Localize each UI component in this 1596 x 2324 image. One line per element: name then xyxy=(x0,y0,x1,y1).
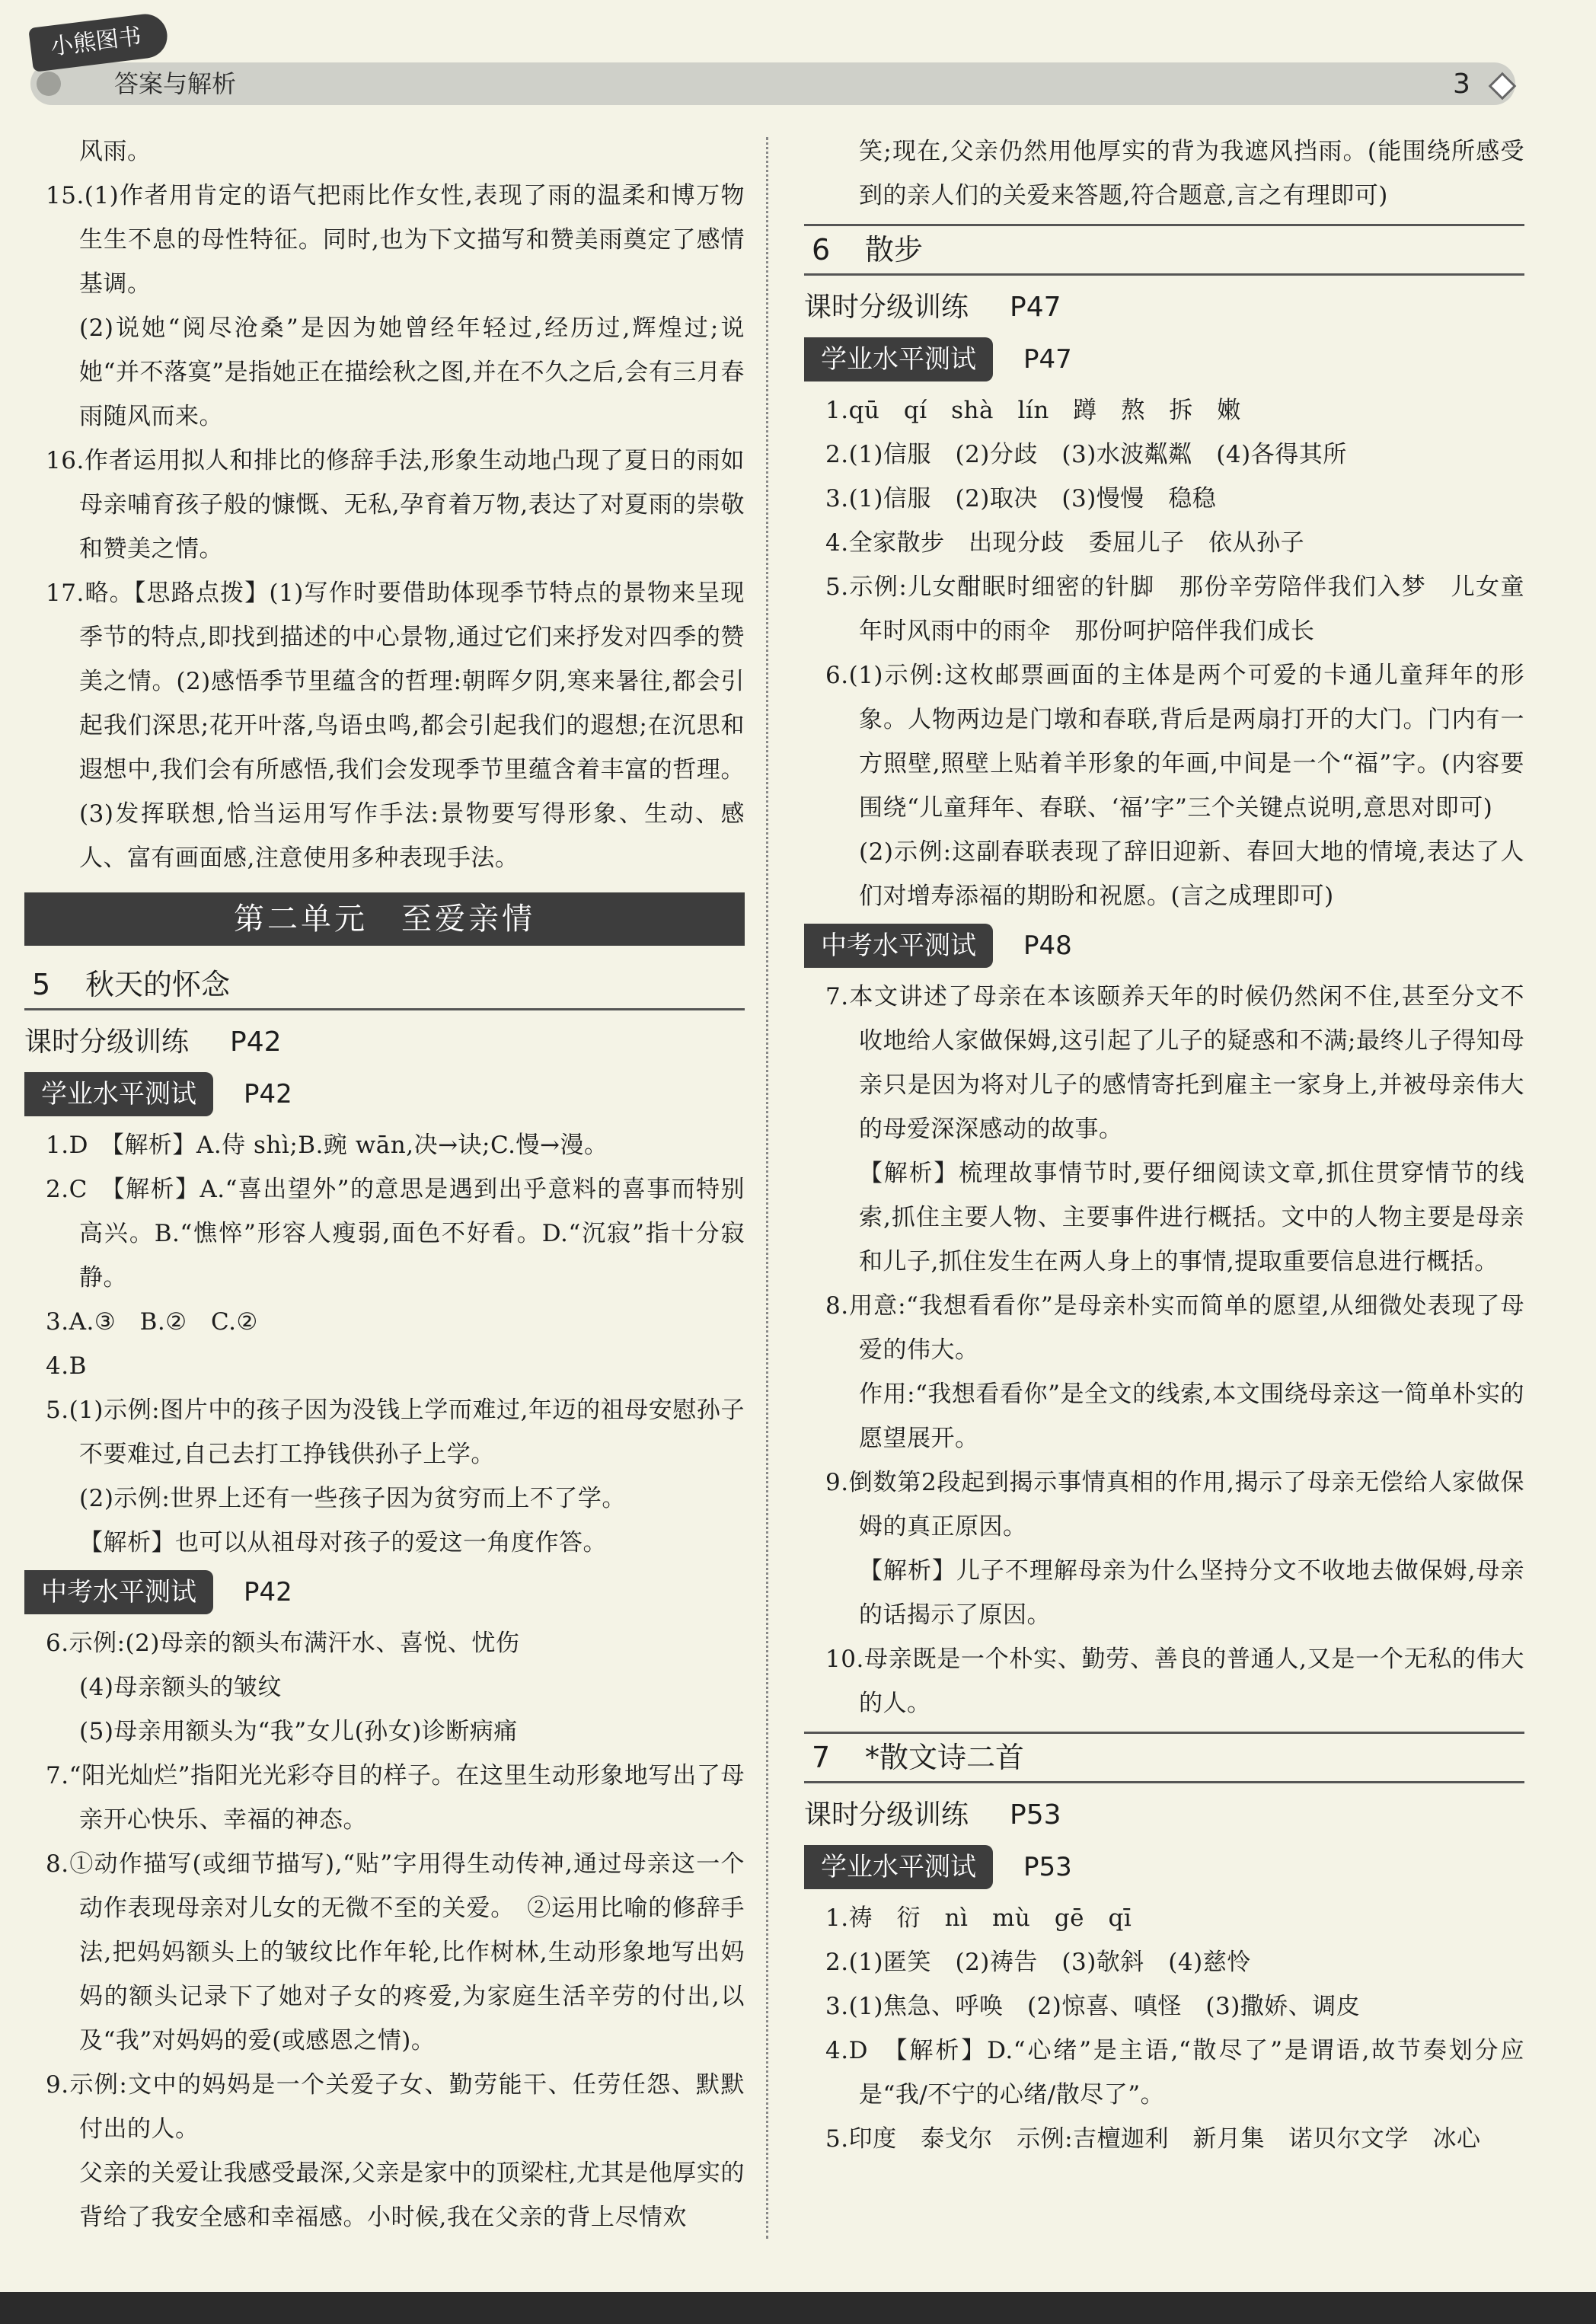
answer-analysis: 【解析】也可以从祖母对孩子的爱这一角度作答。 xyxy=(79,1529,607,1556)
answer-item: 父亲的关爱让我感受最深,父亲是家中的顶梁柱,尤其是他厚实的背给了我安全感和幸福感。小时候,我在父亲的背上尽情欢 xyxy=(79,2160,745,2231)
test-heading xyxy=(24,1070,745,1119)
test-page: P42 xyxy=(244,1577,292,1607)
answer-item: 1.D 【解析】A.侍 shì;B.豌 wān,决→诀;C.慢→漫。 xyxy=(46,1132,608,1159)
training-page: P42 xyxy=(230,1026,282,1058)
training-heading xyxy=(24,1018,745,1067)
page-header xyxy=(0,0,1596,122)
answer-16: 16.作者运用拟人和排比的修辞手法,形象生动地凸现了夏日的雨如母亲哺育孩子般的慷慨、无私,孕育着万物,表达了对夏雨的崇敬和赞美之情。 xyxy=(46,447,745,563)
header-dot-icon xyxy=(37,72,61,96)
answer-item: 5.印度 泰戈尔 示例:吉檀迦利 新月集 诺贝尔文学 冰心 xyxy=(825,2125,1481,2153)
test-page: P42 xyxy=(244,1079,292,1109)
answer-item: 8.用意:“我想看看你”是母亲朴实而简单的愿望,从细微处表现了母爱的伟大。 xyxy=(825,1292,1524,1364)
brand-logo: 小熊图书 xyxy=(28,11,170,72)
training-label: 课时分级训练 xyxy=(24,1026,190,1058)
lesson-name: *散文诗二首 xyxy=(865,1741,1025,1774)
test-tag: 中考水平测试 xyxy=(24,1570,213,1614)
answer-item: 4.全家散步 出现分歧 委屈儿子 依从孙子 xyxy=(825,529,1305,557)
answer-item: 10.母亲既是一个朴实、勤劳、善良的普通人,又是一个无私的伟大的人。 xyxy=(825,1646,1524,1717)
answer-item: 8.①动作描写(或细节描写),“贴”字用得生动传神,通过母亲这一个动作表现母亲对儿女的无微不至的关爱。 ②运用比喻的修辞手法,把妈妈额头上的皱纹比作年轮,比作树林,生动形象地写出妈妈的额头记录下了她对子女的疼爱,为家庭生活辛劳的付出,以及“我”对妈妈的爱(或感恩之情)。 xyxy=(46,1850,745,2054)
test-tag: 学业水平测试 xyxy=(804,1845,993,1889)
lesson-name: 秋天的怀念 xyxy=(85,968,231,1001)
answer-analysis: 【解析】儿子不理解母亲为什么坚持分文不收地去做保姆,母亲的话揭示了原因。 xyxy=(859,1557,1524,1629)
training-label: 课时分级训练 xyxy=(804,1799,969,1831)
test-heading xyxy=(804,335,1524,384)
test-page: P47 xyxy=(1023,344,1072,375)
test-page: P53 xyxy=(1023,1852,1072,1882)
header-bar xyxy=(30,62,1515,105)
answer-item: 1.qū qí shà lín 蹲 熬 拆 嫩 xyxy=(825,397,1241,424)
test-heading xyxy=(24,1568,745,1617)
page-number: 3 xyxy=(1453,69,1470,100)
answer-item: 9.示例:文中的妈妈是一个关爱子女、勤劳能干、任劳任怨、默默付出的人。 xyxy=(46,2071,745,2143)
answer-item: 3.(1)信服 (2)取决 (3)慢慢 稳稳 xyxy=(825,485,1217,512)
answer-item: 6.(1)示例:这枚邮票画面的主体是两个可爱的卡通儿童拜年的形象。人物两边是门墩和春联,背后是两扇打开的大门。门内有一方照壁,照壁上贴着羊形象的年画,中间是一个“福”字。(内容要围绕“儿童拜年、春联、‘福’字”三个关键点说明,意思对即可) xyxy=(825,662,1524,822)
lesson-name: 散步 xyxy=(865,233,924,267)
test-heading xyxy=(804,1843,1524,1891)
answer-item: 2.C 【解析】A.“喜出望外”的意思是遇到出乎意料的喜事而特别高兴。B.“憔悴”形容人瘦弱,面色不好看。D.“沉寂”指十分寂静。 xyxy=(46,1176,745,1291)
test-page: P48 xyxy=(1023,931,1072,961)
answer-item: 2.(1)匿笑 (2)祷告 (3)欹斜 (4)慈怜 xyxy=(825,1949,1251,1976)
answer-item: 作用:“我想看看你”是全文的线索,本文围绕母亲这一简单朴实的愿望展开。 xyxy=(859,1381,1524,1452)
test-heading xyxy=(804,921,1524,970)
answer-item: 7.“阳光灿烂”指阳光光彩夺目的样子。在这里生动形象地写出了母亲开心快乐、幸福的神态。 xyxy=(46,1762,745,1834)
answer-line: 笑;现在,父亲仍然用他厚实的背为我遮风挡雨。(能围绕所感受到的亲人们的关爱来答题,符合题意,言之有理即可) xyxy=(859,138,1524,209)
answer-17: 17.略。【思路点拨】(1)写作时要借助体现季节特点的景物来呈现季节的特点,即找到描述的中心景物,通过它们来抒发对四季的赞美之情。(2)感悟季节里蕴含的哲理:朝晖夕阴,寒来暑往,都会引起我们深思;花开叶落,鸟语虫鸣,都会引起我们的遐想;在沉思和遐想中,我们会有所感悟,我们会发现季节里蕴含着丰富的哲理。(3)发挥联想,恰当运用写作手法:景物要写得形象、生动、感人、富有画面感,注意使用多种表现手法。 xyxy=(46,579,745,872)
answer-item: (2)示例:世界上还有一些孩子因为贫穷而上不了学。 xyxy=(79,1485,626,1512)
answer-15-1: 15.(1)作者用肯定的语气把雨比作女性,表现了雨的温柔和博万物生生不息的母性特征。同时,也为下文描写和赞美雨奠定了感情基调。 xyxy=(46,182,745,298)
training-label: 课时分级训练 xyxy=(804,292,969,323)
answer-item: (5)母亲用额头为“我”女儿(孙女)诊断病痛 xyxy=(79,1718,518,1745)
answer-analysis: 【解析】梳理故事情节时,要仔细阅读文章,抓住贯穿情节的线索,抓住主要人物、主要事件进行概括。文中的人物主要是母亲和儿子,抓住发生在两人身上的事情,提取重要信息进行概括。 xyxy=(859,1160,1524,1275)
answer-item: 4.D 【解析】D.“心绪”是主语,“散尽了”是谓语,故节奏划分应是“我/不宁的心绪/散尽了”。 xyxy=(825,2037,1524,2109)
answer-line: 风雨。 xyxy=(79,138,152,165)
test-tag: 中考水平测试 xyxy=(804,924,993,968)
column-divider xyxy=(766,137,768,2239)
answer-item: (4)母亲额头的皱纹 xyxy=(79,1674,282,1701)
answer-item: 4.B xyxy=(46,1352,87,1380)
section-title: 答案与解析 xyxy=(114,69,237,98)
lesson-number: 5 xyxy=(32,968,51,1001)
unit-title-bar: 第二单元 至爱亲情 xyxy=(24,892,745,946)
answer-item: 3.A.③ B.② C.② xyxy=(46,1308,258,1336)
lesson-5-title xyxy=(24,961,745,1010)
test-tag: 学业水平测试 xyxy=(24,1072,213,1116)
answer-item: 2.(1)信服 (2)分歧 (3)水波粼粼 (4)各得其所 xyxy=(825,441,1347,468)
lesson-6-title xyxy=(804,224,1524,276)
answer-item: 5.(1)示例:图片中的孩子因为没钱上学而难过,年迈的祖母安慰孙子不要难过,自己去打工挣钱供孙子上学。 xyxy=(46,1397,745,1468)
answer-item: (2)示例:这副春联表现了辞旧迎新、春回大地的情境,表达了人们对增寿添福的期盼和祝愿。(言之成理即可) xyxy=(859,838,1524,910)
answer-item: 5.示例:儿女酣眠时细密的针脚 那份辛劳陪伴我们入梦 儿女童年时风雨中的雨伞 那份呵护陪伴我们成长 xyxy=(825,573,1524,645)
answer-15-2: (2)说她“阅尽沧桑”是因为她曾经年轻过,经历过,辉煌过;说她“并不落寞”是指她正在描绘秋之图,并在不久之后,会有三月春雨随风而来。 xyxy=(79,314,745,430)
training-heading xyxy=(804,1791,1524,1840)
bottom-edge xyxy=(0,2292,1596,2324)
test-tag: 学业水平测试 xyxy=(804,337,993,381)
answer-item: 9.倒数第2段起到揭示事情真相的作用,揭示了母亲无偿给人家做保姆的真正原因。 xyxy=(825,1469,1524,1540)
lesson-number: 7 xyxy=(812,1741,831,1774)
left-column xyxy=(24,129,745,2239)
right-column xyxy=(804,129,1524,2161)
training-page: P53 xyxy=(1010,1799,1061,1831)
answer-item: 1.祷 衍 nì mù gē qī xyxy=(825,1904,1132,1932)
training-heading xyxy=(804,283,1524,332)
lesson-7-title xyxy=(804,1732,1524,1783)
training-page: P47 xyxy=(1010,292,1061,323)
lesson-number: 6 xyxy=(812,233,831,267)
answer-item: 7.本文讲述了母亲在本该颐养天年的时候仍然闲不住,甚至分文不收地给人家做保姆,这引起了儿子的疑惑和不满;最终儿子得知母亲只是因为将对儿子的感情寄托到雇主一家身上,并被母亲伟大的母爱深深感动的故事。 xyxy=(825,983,1524,1143)
answer-item: 3.(1)焦急、呼唤 (2)惊喜、嗔怪 (3)撒娇、调皮 xyxy=(825,1993,1361,2020)
answer-item: 6.示例:(2)母亲的额头布满汗水、喜悦、忧伤 xyxy=(46,1630,520,1657)
